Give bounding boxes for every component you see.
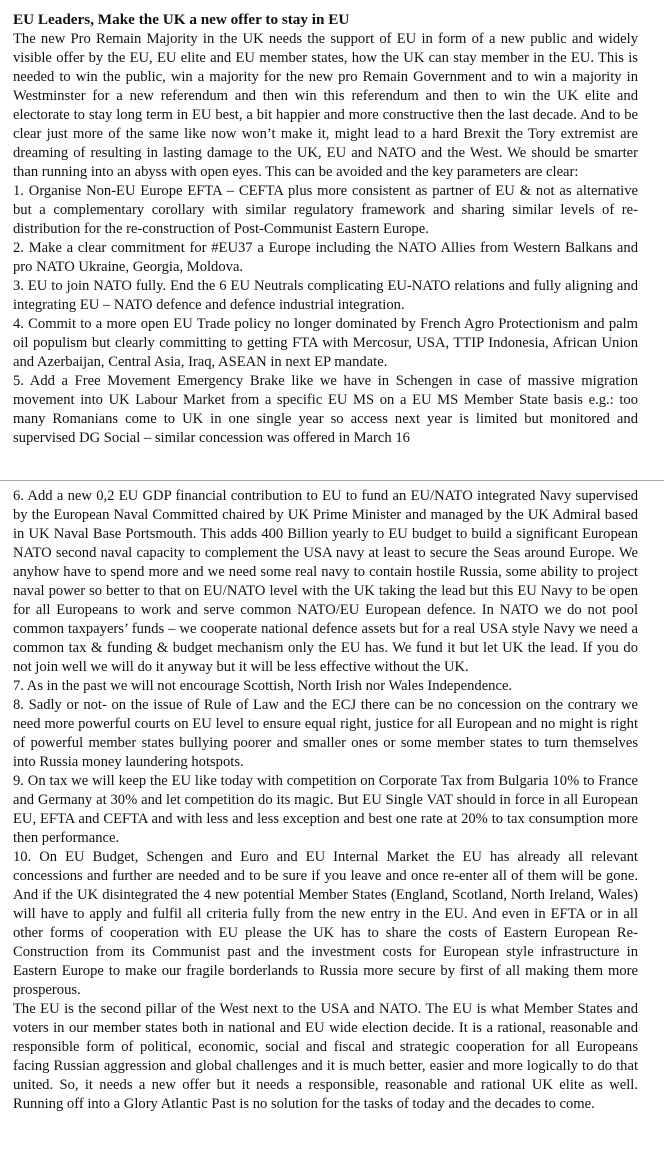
- point-9: 9. On tax we will keep the EU like today with competition on Corporate Tax from Bulgaria 10% to France and Germany at 30% and let competition do its magic. But EU Single VAT should in force in all European EU, EFTA and CEFTA and with less and less exception and best one rate at 20% to tax consumption more then performance.: [13, 773, 638, 846]
- page-divider: [0, 480, 664, 481]
- point-4: 4. Commit to a more open EU Trade policy no longer dominated by French Agro Protectionism and palm oil populism but clearly committing to getting FTA with Mercosur, USA, TTIP Indonesia, African Union and Azerbaijan, Central Asia, Iraq, ASEAN in next EP mandate.: [13, 316, 638, 370]
- point-3: 3. EU to join NATO fully. End the 6 EU Neutrals complicating EU-NATO relations and fully aligning and integrating EU – NATO defence and defence industrial integration.: [13, 278, 638, 313]
- point-5: 5. Add a Free Movement Emergency Brake like we have in Schengen in case of massive migration movement into UK Labour Market from a specific EU MS on a EU MS Member State basis e.g.: too many Romanians come to UK in one single year so access next year is limited but monitored and supervised DG Social – similar concession was offered in March 16: [13, 373, 638, 446]
- point-2: 2. Make a clear commitment for #EU37 a Europe including the NATO Allies from Western Balkans and pro NATO Ukraine, Georgia, Moldova.: [13, 240, 638, 275]
- point-7: 7. As in the past we will not encourage Scottish, North Irish nor Wales Independence.: [13, 678, 513, 694]
- document-title: EU Leaders, Make the UK a new offer to stay in EU: [13, 11, 350, 28]
- document-section-bottom: [13, 487, 638, 1114]
- point-1: 1. Organise Non-EU Europe EFTA – CEFTA plus more consistent as partner of EU & not as alternative but a complementary corollary with similar regulatory framework and sharing similar levels of re-distribution for the re-construction of Post-Communist Eastern Europe.: [13, 183, 638, 237]
- document-section-top: [13, 10, 638, 448]
- point-6: 6. Add a new 0,2 EU GDP financial contribution to EU to fund an EU/NATO integrated Navy supervised by the European Naval Committed chaired by UK Prime Minister and managed by the UK Admiral based in UK Naval Base Portsmouth. This adds 400 Billion yearly to EU budget to build a significant European NATO second naval capacity to complement the USA navy at least to secure the Seas around Europe. We anyhow have to spend more and we need some real navy to contain hostile Russia, some ability to project naval power so better to that on EU/NATO level with the UK taking the lead but this EU Navy to be open for all Europeans to work and serve common NATO/EU European defence. In NATO we do not pool common taxpayers’ funds – we cooperate national defence assets but for a real USA style Navy we need a common tax & funding & budget mechanism only the EU has. We fund it but let UK the lead. If you do not join well we will do it anyway but it will be less effective without the UK.: [13, 488, 638, 675]
- point-10: 10. On EU Budget, Schengen and Euro and EU Internal Market the EU has already all relevant concessions and further are needed and to be sure if you leave and once re-enter all of them will be gone. And if the UK disintegrated the 4 new potential Member States (England, Scotland, North Ireland, Wales) will have to apply and fulfil all criteria fully from the new entry in the EU. And even in EFTA or in all other forms of cooperation with EU please the UK has to share the costs of Eastern European Re-Construction from its Communist past and the investment costs for European style infrastructure in Eastern Europe to make our fragile borderlands to Russia more secure by first of all making them more prosperous.: [13, 849, 638, 998]
- point-8: 8. Sadly or not- on the issue of Rule of Law and the ECJ there can be no concession on the contrary we need more powerful courts on EU level to ensure equal right, justice for all European and no might is right of powerful member states bullying poorer and smaller ones or some member states to turn themselves into Russia money laundering hotspots.: [13, 697, 638, 770]
- conclusion-paragraph: The EU is the second pillar of the West next to the USA and NATO. The EU is what Member States and voters in our member states both in national and EU wide election decide. It is a rational, reasonable and responsible form of political, economic, social and fiscal and strategic cooperation for all Europeans facing Russian aggression and global challenges and it is much better, easier and more logically to do that united. So, it needs a new offer but it needs a responsible, reasonable and rational UK elite as well. Running off into a Glory Atlantic Past is no solution for the tasks of today and the decades to come.: [13, 1001, 638, 1112]
- intro-paragraph: The new Pro Remain Majority in the UK needs the support of EU in form of a new public and widely visible offer by the EU, EU elite and EU member states, how the UK can stay member in the EU. This is needed to win the public, win a majority for the new pro Remain Government and to win a majority in Westminster for a new referendum and then win this referendum and then to win the UK elite and electorate to stay long term in EU best, a bit happier and more constructive then the last decade. And to be clear just more of the same like now won’t make it, might lead to a hard Brexit the Tory extremist are dreaming of resulting in lasting damage to the UK, EU and NATO and the West. We should be smarter than running into an abyss with open eyes. This can be avoided and the key parameters are clear:: [13, 31, 638, 180]
